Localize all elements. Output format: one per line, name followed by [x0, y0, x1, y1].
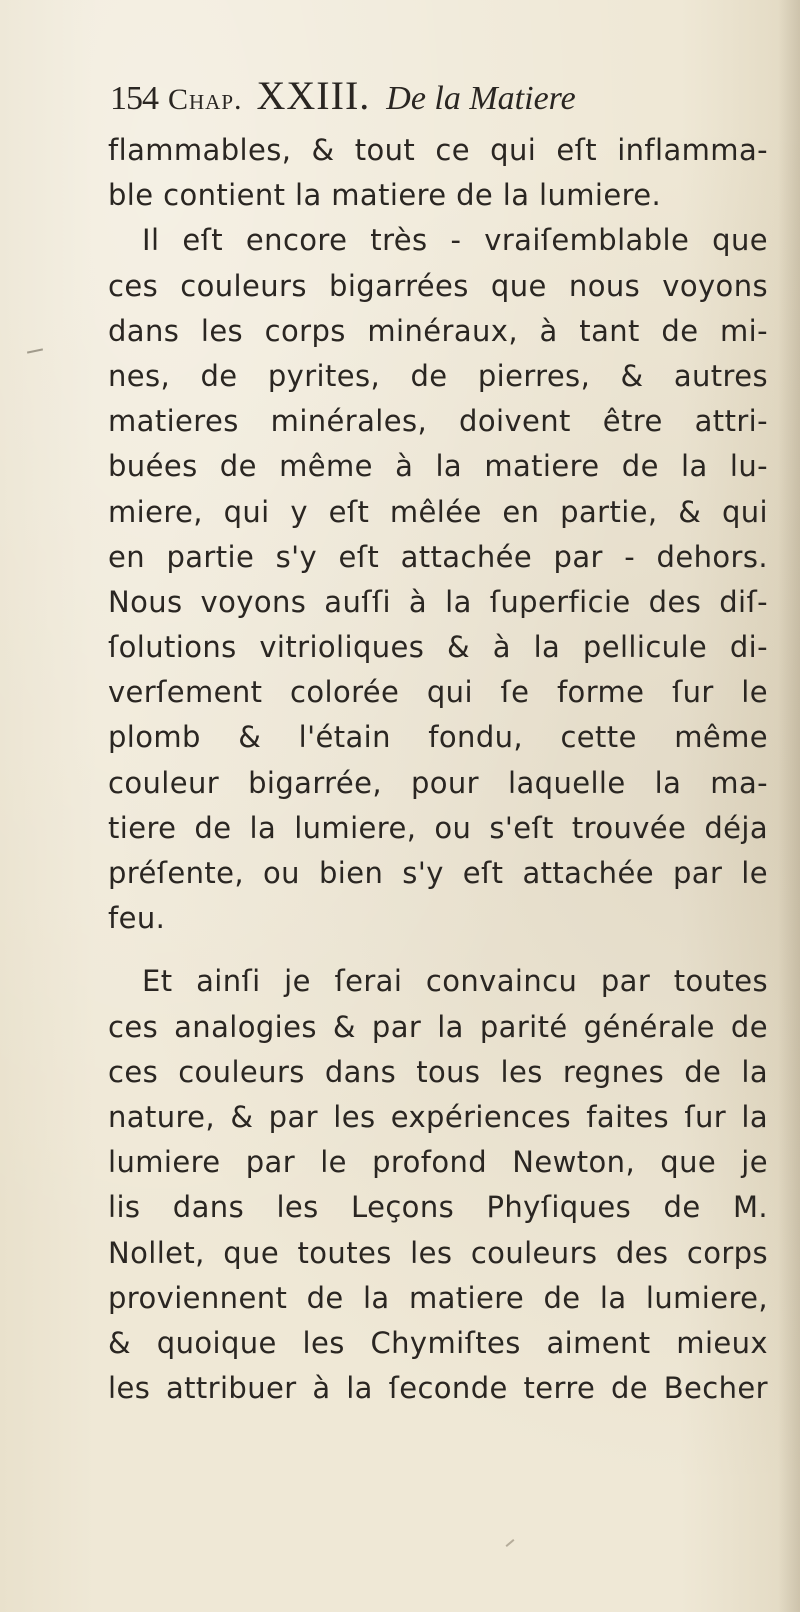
- text-line: proviennent de la matiere de la lumiere,: [108, 1280, 768, 1315]
- text-line: lis dans les Leçons Phyſiques de M.: [108, 1190, 768, 1225]
- body-text: [108, 128, 768, 1411]
- text-line: les attribuer à la ſeconde terre de Becher: [108, 1371, 768, 1406]
- text-line: couleur bigarrée, pour laquelle la ma-: [108, 765, 768, 800]
- paragraph-start-line: Il eſt encore très - vraiſemblable que: [142, 223, 768, 258]
- text-line: plomb & l'étain fondu, cette même: [108, 720, 768, 755]
- text-line: Nous voyons auſſi à la ſuperficie des diſ-: [108, 584, 768, 619]
- text-line: dans les corps minéraux, à tant de mi-: [108, 313, 768, 348]
- paragraph-gap: [108, 941, 768, 959]
- text-line: matieres minérales, doivent être attri-: [108, 404, 768, 439]
- margin-ink-mark: [27, 348, 43, 353]
- text-line: ces couleurs bigarrées que nous voyons: [108, 268, 768, 303]
- text-line: flammables, & tout ce qui eſt inflamma-: [108, 133, 768, 167]
- text-line: tiere de la lumiere, ou s'eſt trouvée déja: [108, 810, 768, 845]
- text-line: ſolutions vitrioliques & à la pellicule di-: [108, 630, 768, 665]
- chapter-title: De la Matiere: [386, 80, 576, 117]
- text-line: miere, qui y eſt mêlée en partie, & qui: [108, 494, 768, 529]
- page-number: 154: [110, 80, 158, 117]
- text-line: préſente, ou bien s'y eſt attachée par le: [108, 856, 768, 890]
- text-line: en partie s'y eſt attachée par - dehors.: [108, 539, 768, 574]
- text-line: lumiere par le profond Newton, que je: [108, 1145, 768, 1180]
- text-line: buées de même à la matiere de la lu-: [108, 449, 768, 484]
- text-line: nature, & par les expériences faites ſur la: [108, 1099, 768, 1134]
- text-line: verſement colorée qui ſe forme ſur le: [108, 675, 768, 710]
- text-line: nes, de pyrites, de pierres, & autres: [108, 358, 768, 393]
- running-head: [110, 72, 576, 124]
- chapter-label: Chap.: [168, 83, 243, 116]
- paper-speck: [506, 1539, 515, 1547]
- text-line: Nollet, que toutes les couleurs des corps: [108, 1235, 768, 1270]
- page-edge-shadow: [778, 0, 800, 1612]
- text-line: ces analogies & par la parité générale de: [108, 1009, 768, 1044]
- text-line: feu.: [108, 901, 166, 936]
- paragraph-start-line: Et ainſi je ſerai convaincu par toutes: [142, 964, 768, 999]
- text-line: ble contient la matiere de la lumiere.: [108, 178, 662, 213]
- text-line: ces couleurs dans tous les regnes de la: [108, 1054, 768, 1089]
- text-line: & quoique les Chymiſtes aiment mieux: [108, 1325, 768, 1360]
- chapter-number: XXIII.: [256, 73, 371, 118]
